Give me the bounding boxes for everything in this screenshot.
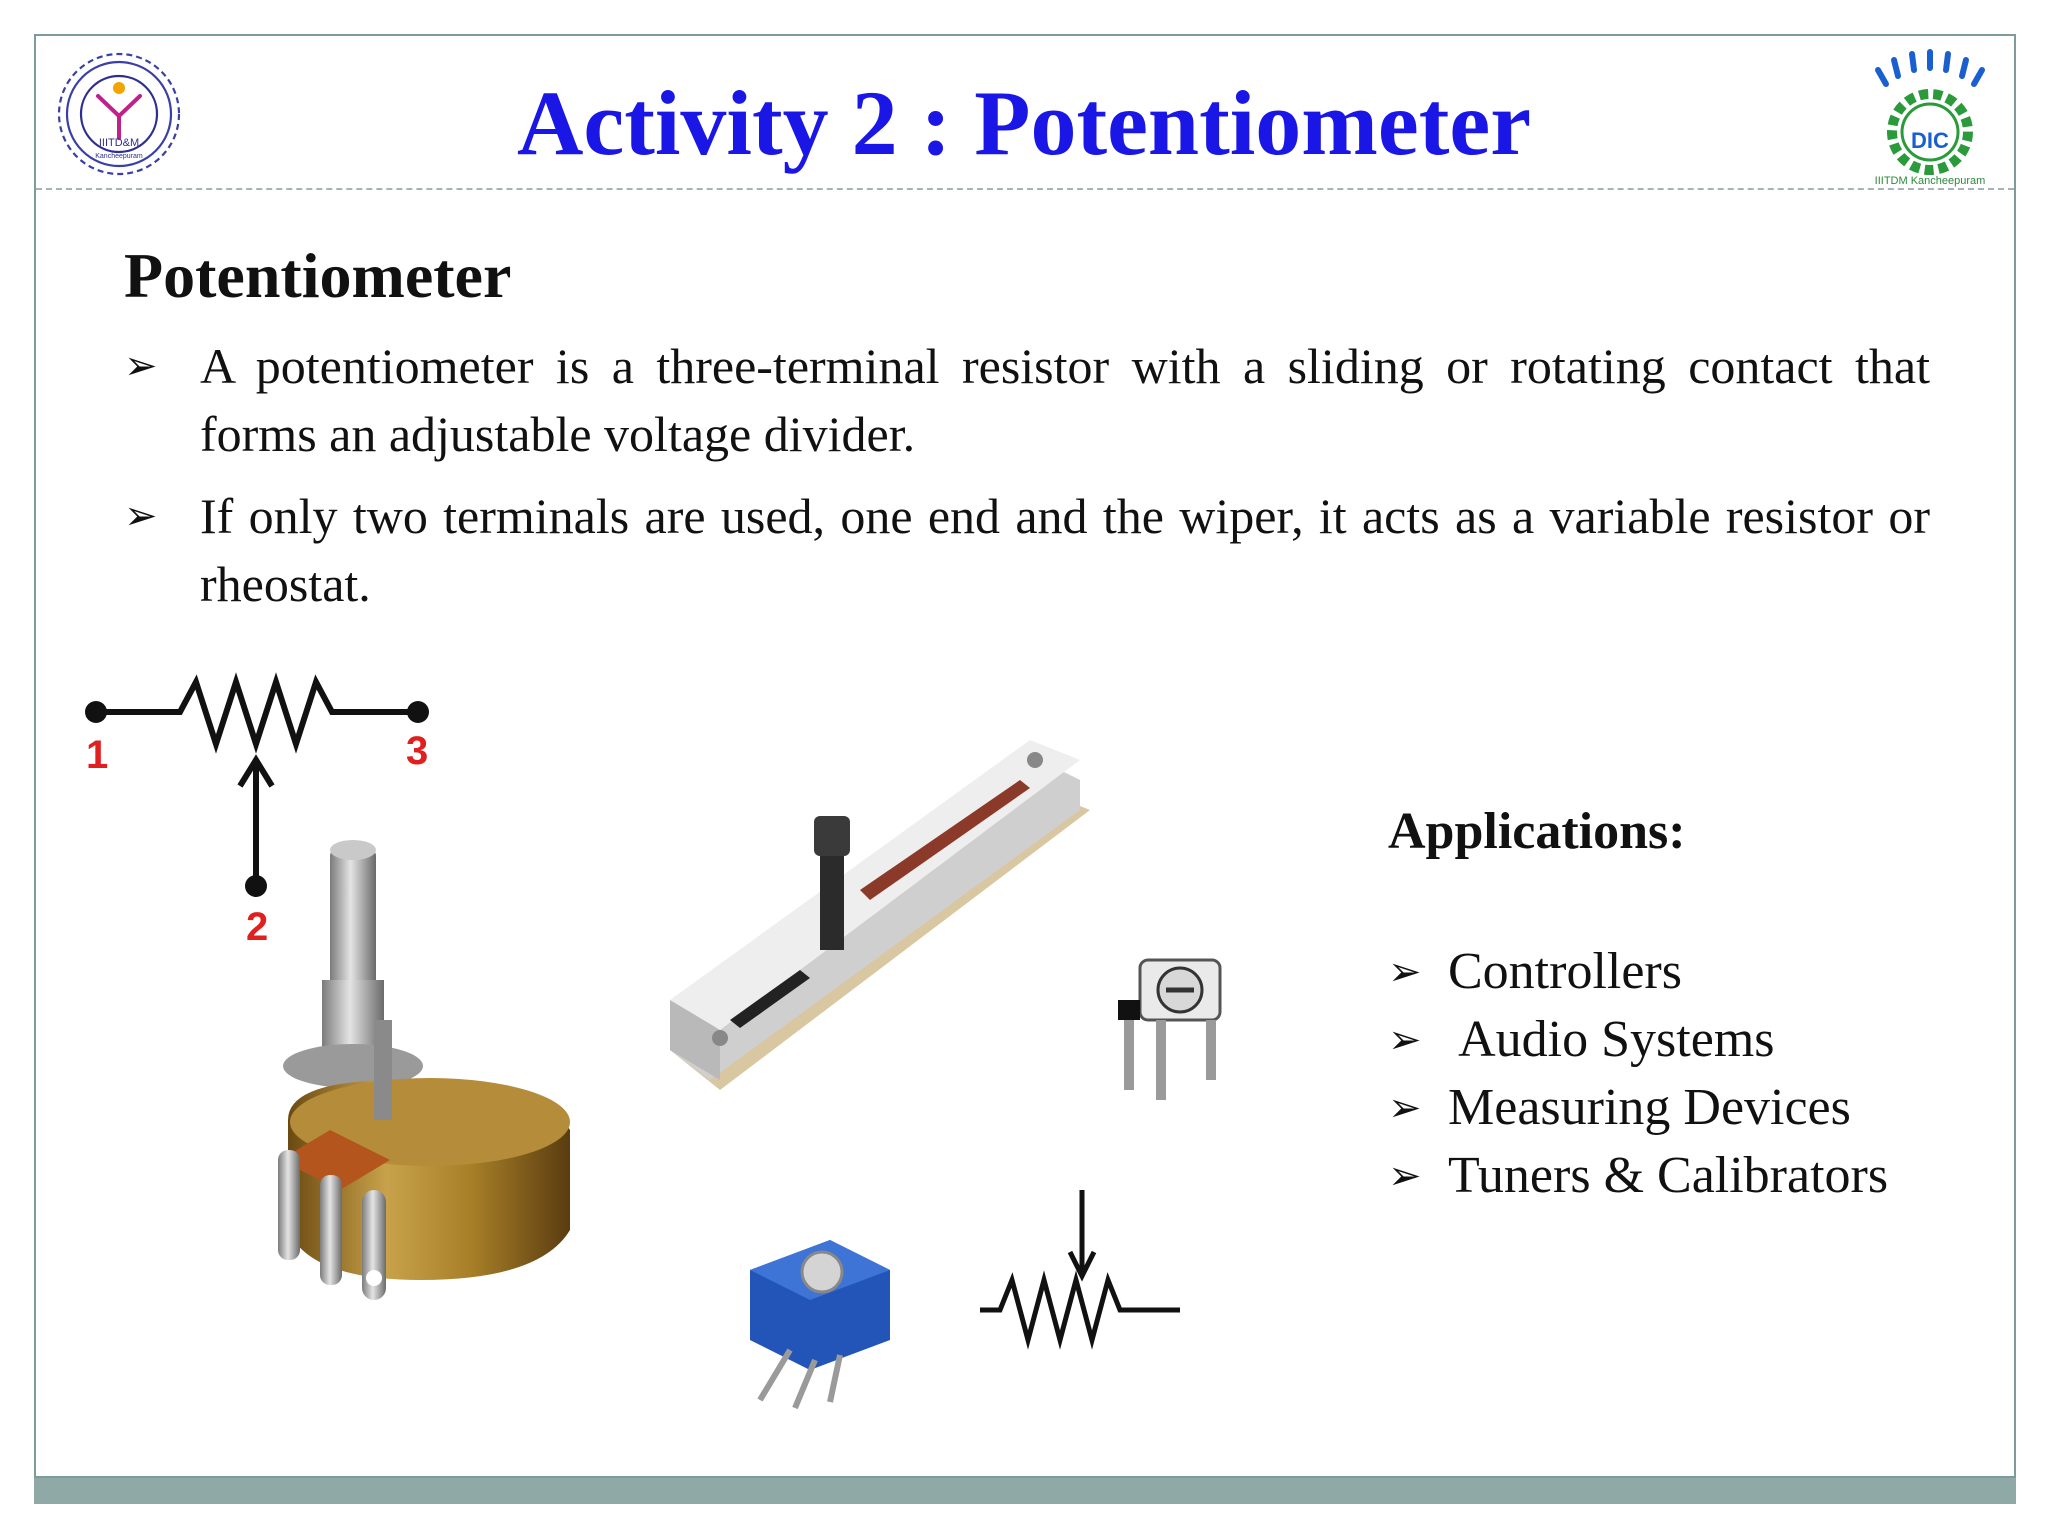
application-label: Measuring Devices bbox=[1448, 1079, 1851, 1136]
arrow-bullet-icon: ➢ bbox=[124, 493, 158, 539]
logo-left-place: Kancheepuram bbox=[95, 153, 143, 160]
applications-list bbox=[1388, 938, 1888, 1210]
bullet-item bbox=[124, 332, 1930, 468]
bullet-item bbox=[124, 482, 1930, 618]
slide-footer-bar bbox=[34, 1478, 2016, 1504]
blue-trimmer-image bbox=[740, 1230, 900, 1410]
arrow-bullet-icon: ➢ bbox=[1388, 1085, 1422, 1131]
arrow-bullet-icon: ➢ bbox=[1388, 949, 1422, 995]
slide-potentiometer-image bbox=[660, 720, 1100, 1140]
bullet-text: If only two terminals are used, one end and the wiper, it acts as a variable resistor or rheostat. bbox=[200, 488, 1930, 612]
applications-heading: Applications: bbox=[1388, 803, 1686, 860]
bullet-text: A potentiometer is a three-terminal resistor with a sliding or rotating contact that forms an adjustable voltage divider. bbox=[200, 338, 1930, 462]
logo-right-place: IIITDM Kancheepuram bbox=[1874, 175, 1986, 187]
arrow-bullet-icon: ➢ bbox=[1388, 1153, 1422, 1199]
header-divider bbox=[36, 188, 2014, 190]
application-label: Audio Systems bbox=[1448, 1011, 1775, 1068]
terminal-label-3: 3 bbox=[406, 729, 429, 773]
slide-title: Activity 2 : Potentiometer bbox=[516, 72, 1532, 174]
logo-right-name: DIC bbox=[1911, 128, 1949, 153]
list-item bbox=[1388, 1142, 1888, 1210]
application-label: Tuners & Calibrators bbox=[1448, 1147, 1889, 1204]
list-item bbox=[1388, 1074, 1888, 1142]
dic-logo bbox=[1838, 40, 2014, 188]
terminal-label-1: 1 bbox=[86, 733, 109, 777]
logo-left-name: IIITD&M bbox=[98, 137, 140, 149]
variable-resistor-symbol bbox=[980, 1180, 1180, 1360]
application-label: Controllers bbox=[1448, 943, 1682, 1000]
terminal-label-2: 2 bbox=[246, 905, 269, 949]
list-item bbox=[1388, 1006, 1888, 1074]
trimmer-potentiometer-image bbox=[1110, 940, 1240, 1110]
rotary-potentiometer-image bbox=[270, 830, 610, 1320]
arrow-bullet-icon: ➢ bbox=[124, 343, 158, 389]
list-item bbox=[1388, 938, 1888, 1006]
arrow-bullet-icon: ➢ bbox=[1388, 1017, 1422, 1063]
section-heading: Potentiometer bbox=[124, 240, 512, 311]
